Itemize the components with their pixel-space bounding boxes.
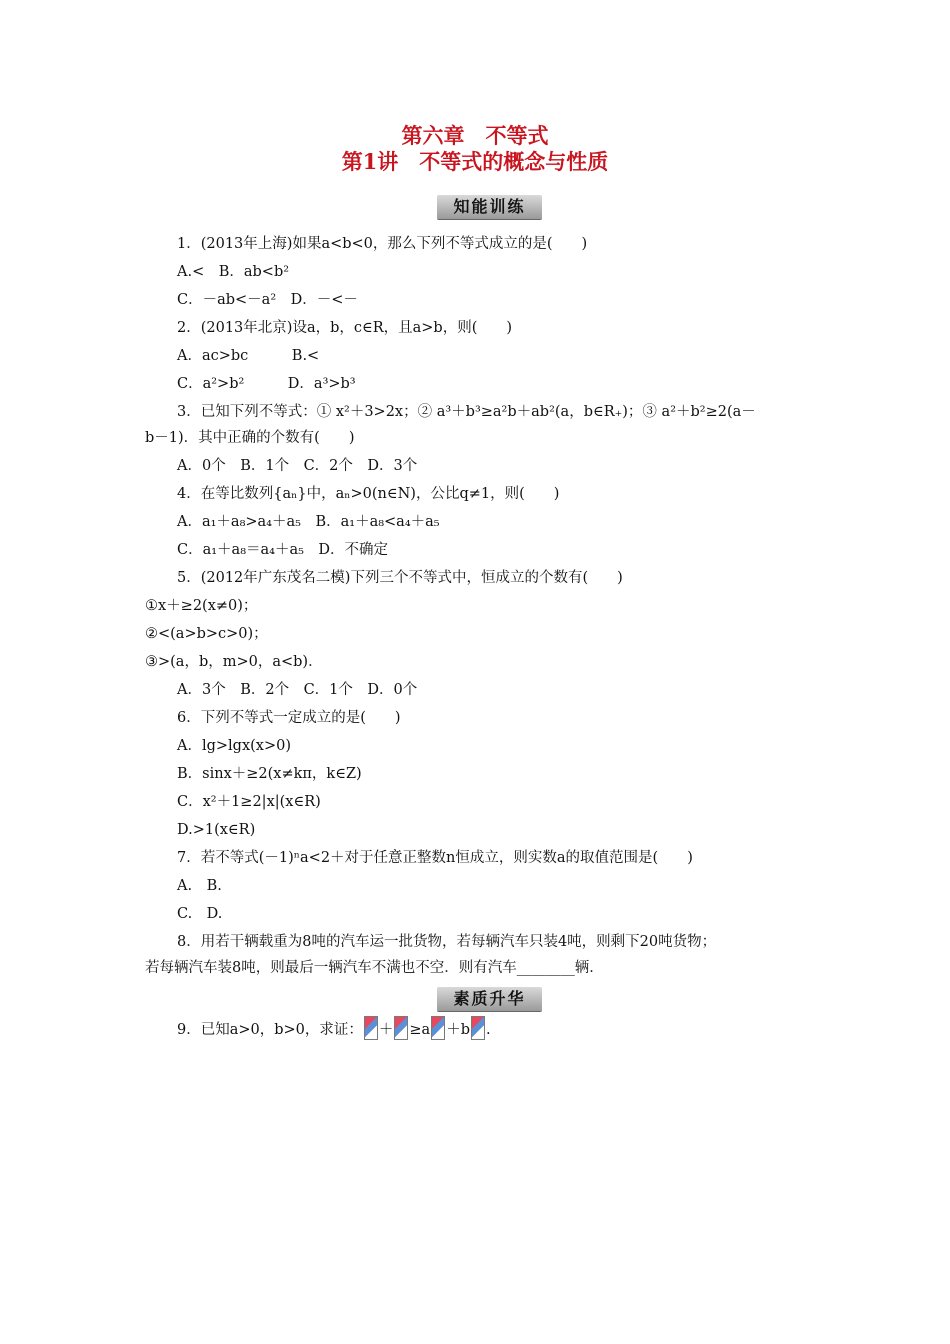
question-line: 4．在等比数列{aₙ}中，aₙ>0(n∈N)，公比q≠1，则( ) [177,486,560,502]
statement-line: ②<(a>b>c>0)； [145,626,268,642]
question-9-operator: ＋b [446,1022,470,1038]
question-line: 3．已知下列不等式：① x²＋3>2x；② a³＋b³≥a²b＋ab²(a，b∈R₊)；③ a²＋b²≥2(a－ [177,404,756,420]
question-line: 2．(2013年北京)设a，b，c∈R，且a>b，则( ) [177,320,513,336]
option-line: D.>1(x∈R) [177,822,256,838]
question-line: 6．下列不等式一定成立的是( ) [177,710,401,726]
fraction-image-icon [364,1016,378,1040]
question-line: 7．若不等式(－1)ⁿa<2＋对于任意正整数n恒成立，则实数a的取值范围是( ) [177,850,693,866]
section-banner-training: 知能训练 [437,195,542,219]
fraction-image-icon [471,1016,485,1040]
statement-line: ①x＋≥2(x≠0)； [145,598,258,614]
chapter-title: 第六章 不等式 [401,123,549,148]
option-line: B．sinx＋≥2(x≠kπ，k∈Z) [177,766,362,782]
option-line: C．a²>b² D．a³>b³ [177,376,356,392]
question-9 [177,1016,491,1040]
option-line: A. B. [177,878,222,894]
option-line: C．x²＋1≥2|x|(x∈R) [177,794,321,810]
section-banner-advanced: 素质升华 [437,987,542,1011]
option-line: C. D. [177,906,223,922]
option-line: A．lg>lgx(x>0) [177,738,292,754]
question-line: 5．(2012年广东茂名二模)下列三个不等式中，恒成立的个数有( ) [177,570,623,586]
option-line: A．a₁＋a₈>a₄＋a₅ B．a₁＋a₈<a₄＋a₅ [177,514,440,530]
question-9-operator: ≥a [409,1022,431,1038]
question-9-text: 9．已知a>0，b>0，求证： [177,1022,363,1038]
question-line: 8．用若干辆载重为8吨的汽车运一批货物，若每辆汽车只装4吨，则剩下20吨货物； [177,934,717,950]
fraction-image-icon [394,1016,408,1040]
question-line-continued: b－1)．其中正确的个数有( ) [145,430,355,446]
option-line: A．3个 B．2个 C．1个 D．0个 [177,682,418,698]
option-line: C．a₁＋a₈＝a₄＋a₅ D．不确定 [177,542,389,558]
question-9-operator: ＋ [378,1022,394,1038]
question-9-end: . [486,1022,491,1038]
fraction-image-icon [431,1016,445,1040]
option-line: A.< B．ab<b² [177,264,290,280]
question-line: 1．(2013年上海)如果a<b<0，那么下列不等式成立的是( ) [177,236,588,252]
option-line: A．ac>bc B.< [177,348,320,364]
lesson-title: 第1讲 不等式的概念与性质 [341,149,609,174]
option-line: A．0个 B．1个 C．2个 D．3个 [177,458,418,474]
option-line: C．－ab<－a² D．－<－ [177,292,358,308]
question-line-continued: 若每辆汽车装8吨，则最后一辆汽车不满也不空．则有汽车________辆． [145,960,604,976]
statement-line: ③>(a，b，m>0，a<b)． [145,654,323,670]
